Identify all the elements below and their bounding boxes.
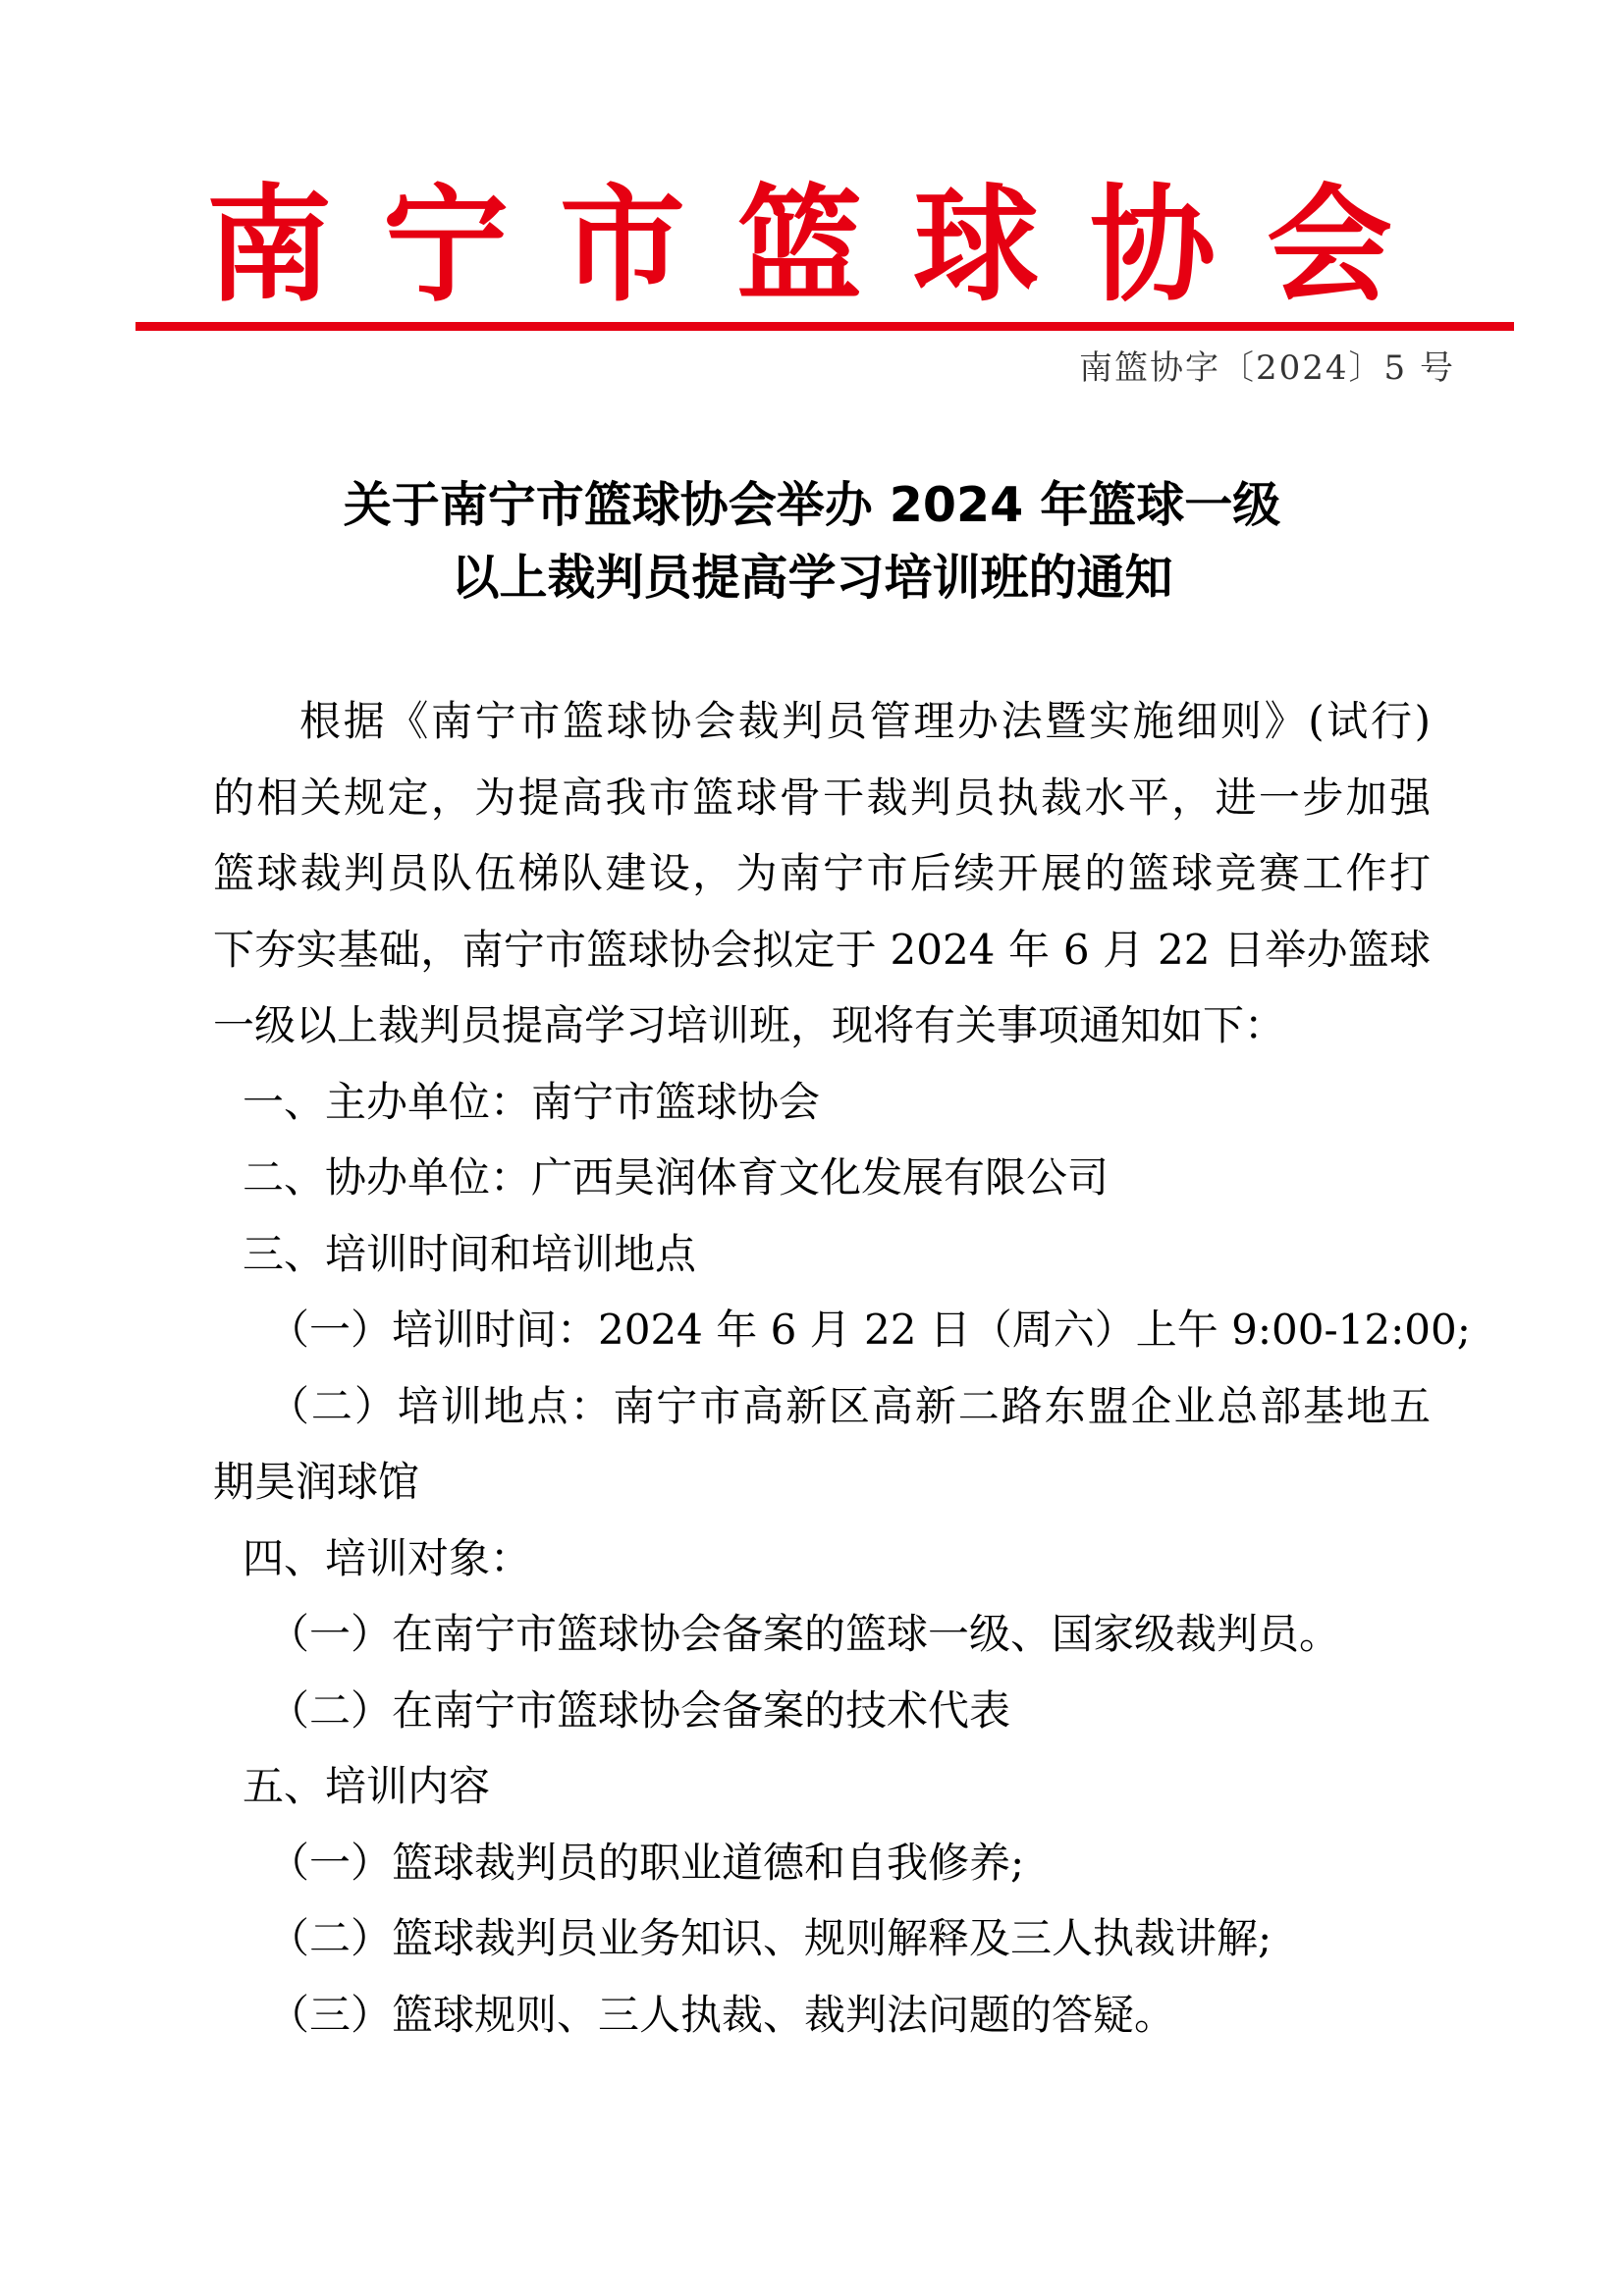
intro-line-5: 一级以上裁判员提高学习培训班，现将有关事项通知如下： bbox=[213, 1001, 1286, 1049]
organization-header-title: 南宁市篮球协会 bbox=[205, 172, 1443, 319]
training-time-item: （一）培训时间：2024 年 6 月 22 日（周六）上午 9:00-12:00; bbox=[268, 1306, 1471, 1354]
section-co-organizer: 二、协办单位：广西昊润体育文化发展有限公司 bbox=[243, 1153, 1110, 1201]
intro-line-2: 的相关规定，为提高我市篮球骨干裁判员执裁水平，进一步加强 bbox=[213, 773, 1431, 822]
notice-title bbox=[0, 469, 1624, 614]
training-location-item-continued: 期昊润球馆 bbox=[213, 1458, 420, 1506]
intro-line-4: 下夯实基础，南宁市篮球协会拟定于 2024 年 6 月 22 日举办篮球 bbox=[213, 925, 1431, 974]
target-item-1: （一）在南宁市篮球协会备案的篮球一级、国家级裁判员。 bbox=[268, 1610, 1341, 1658]
content-item-1: （一）篮球裁判员的职业道德和自我修养; bbox=[268, 1838, 1025, 1887]
section-organizer: 一、主办单位：南宁市篮球协会 bbox=[243, 1077, 821, 1126]
content-item-3: （三）篮球规则、三人执裁、裁判法问题的答疑。 bbox=[268, 1990, 1176, 2039]
notice-body bbox=[213, 683, 1471, 2053]
section-time-location-heading: 三、培训时间和培训地点 bbox=[243, 1229, 697, 1278]
notice-title-line-2: 以上裁判员提高学习培训班的通知 bbox=[451, 550, 1173, 606]
target-item-2: （二）在南宁市篮球协会备案的技术代表 bbox=[268, 1685, 1011, 1735]
document-number: 南篮协字〔2024〕5 号 bbox=[1079, 348, 1455, 388]
section-content-heading: 五、培训内容 bbox=[243, 1762, 491, 1810]
section-target-heading: 四、培训对象： bbox=[243, 1533, 532, 1582]
intro-line-3: 篮球裁判员队伍梯队建设，为南宁市后续开展的篮球竞赛工作打 bbox=[213, 849, 1431, 897]
content-item-2: （二）篮球裁判员业务知识、规则解释及三人执裁讲解; bbox=[268, 1914, 1272, 1962]
red-divider-rule bbox=[135, 322, 1514, 331]
notice-title-line-1: 关于南宁市篮球协会举办 2024 年篮球一级 bbox=[343, 477, 1281, 533]
training-location-item: （二）培训地点：南宁市高新区高新二路东盟企业总部基地五 bbox=[268, 1381, 1431, 1430]
intro-line-1: 根据《南宁市篮球协会裁判员管理办法暨实施细则》(试行) bbox=[299, 697, 1431, 745]
